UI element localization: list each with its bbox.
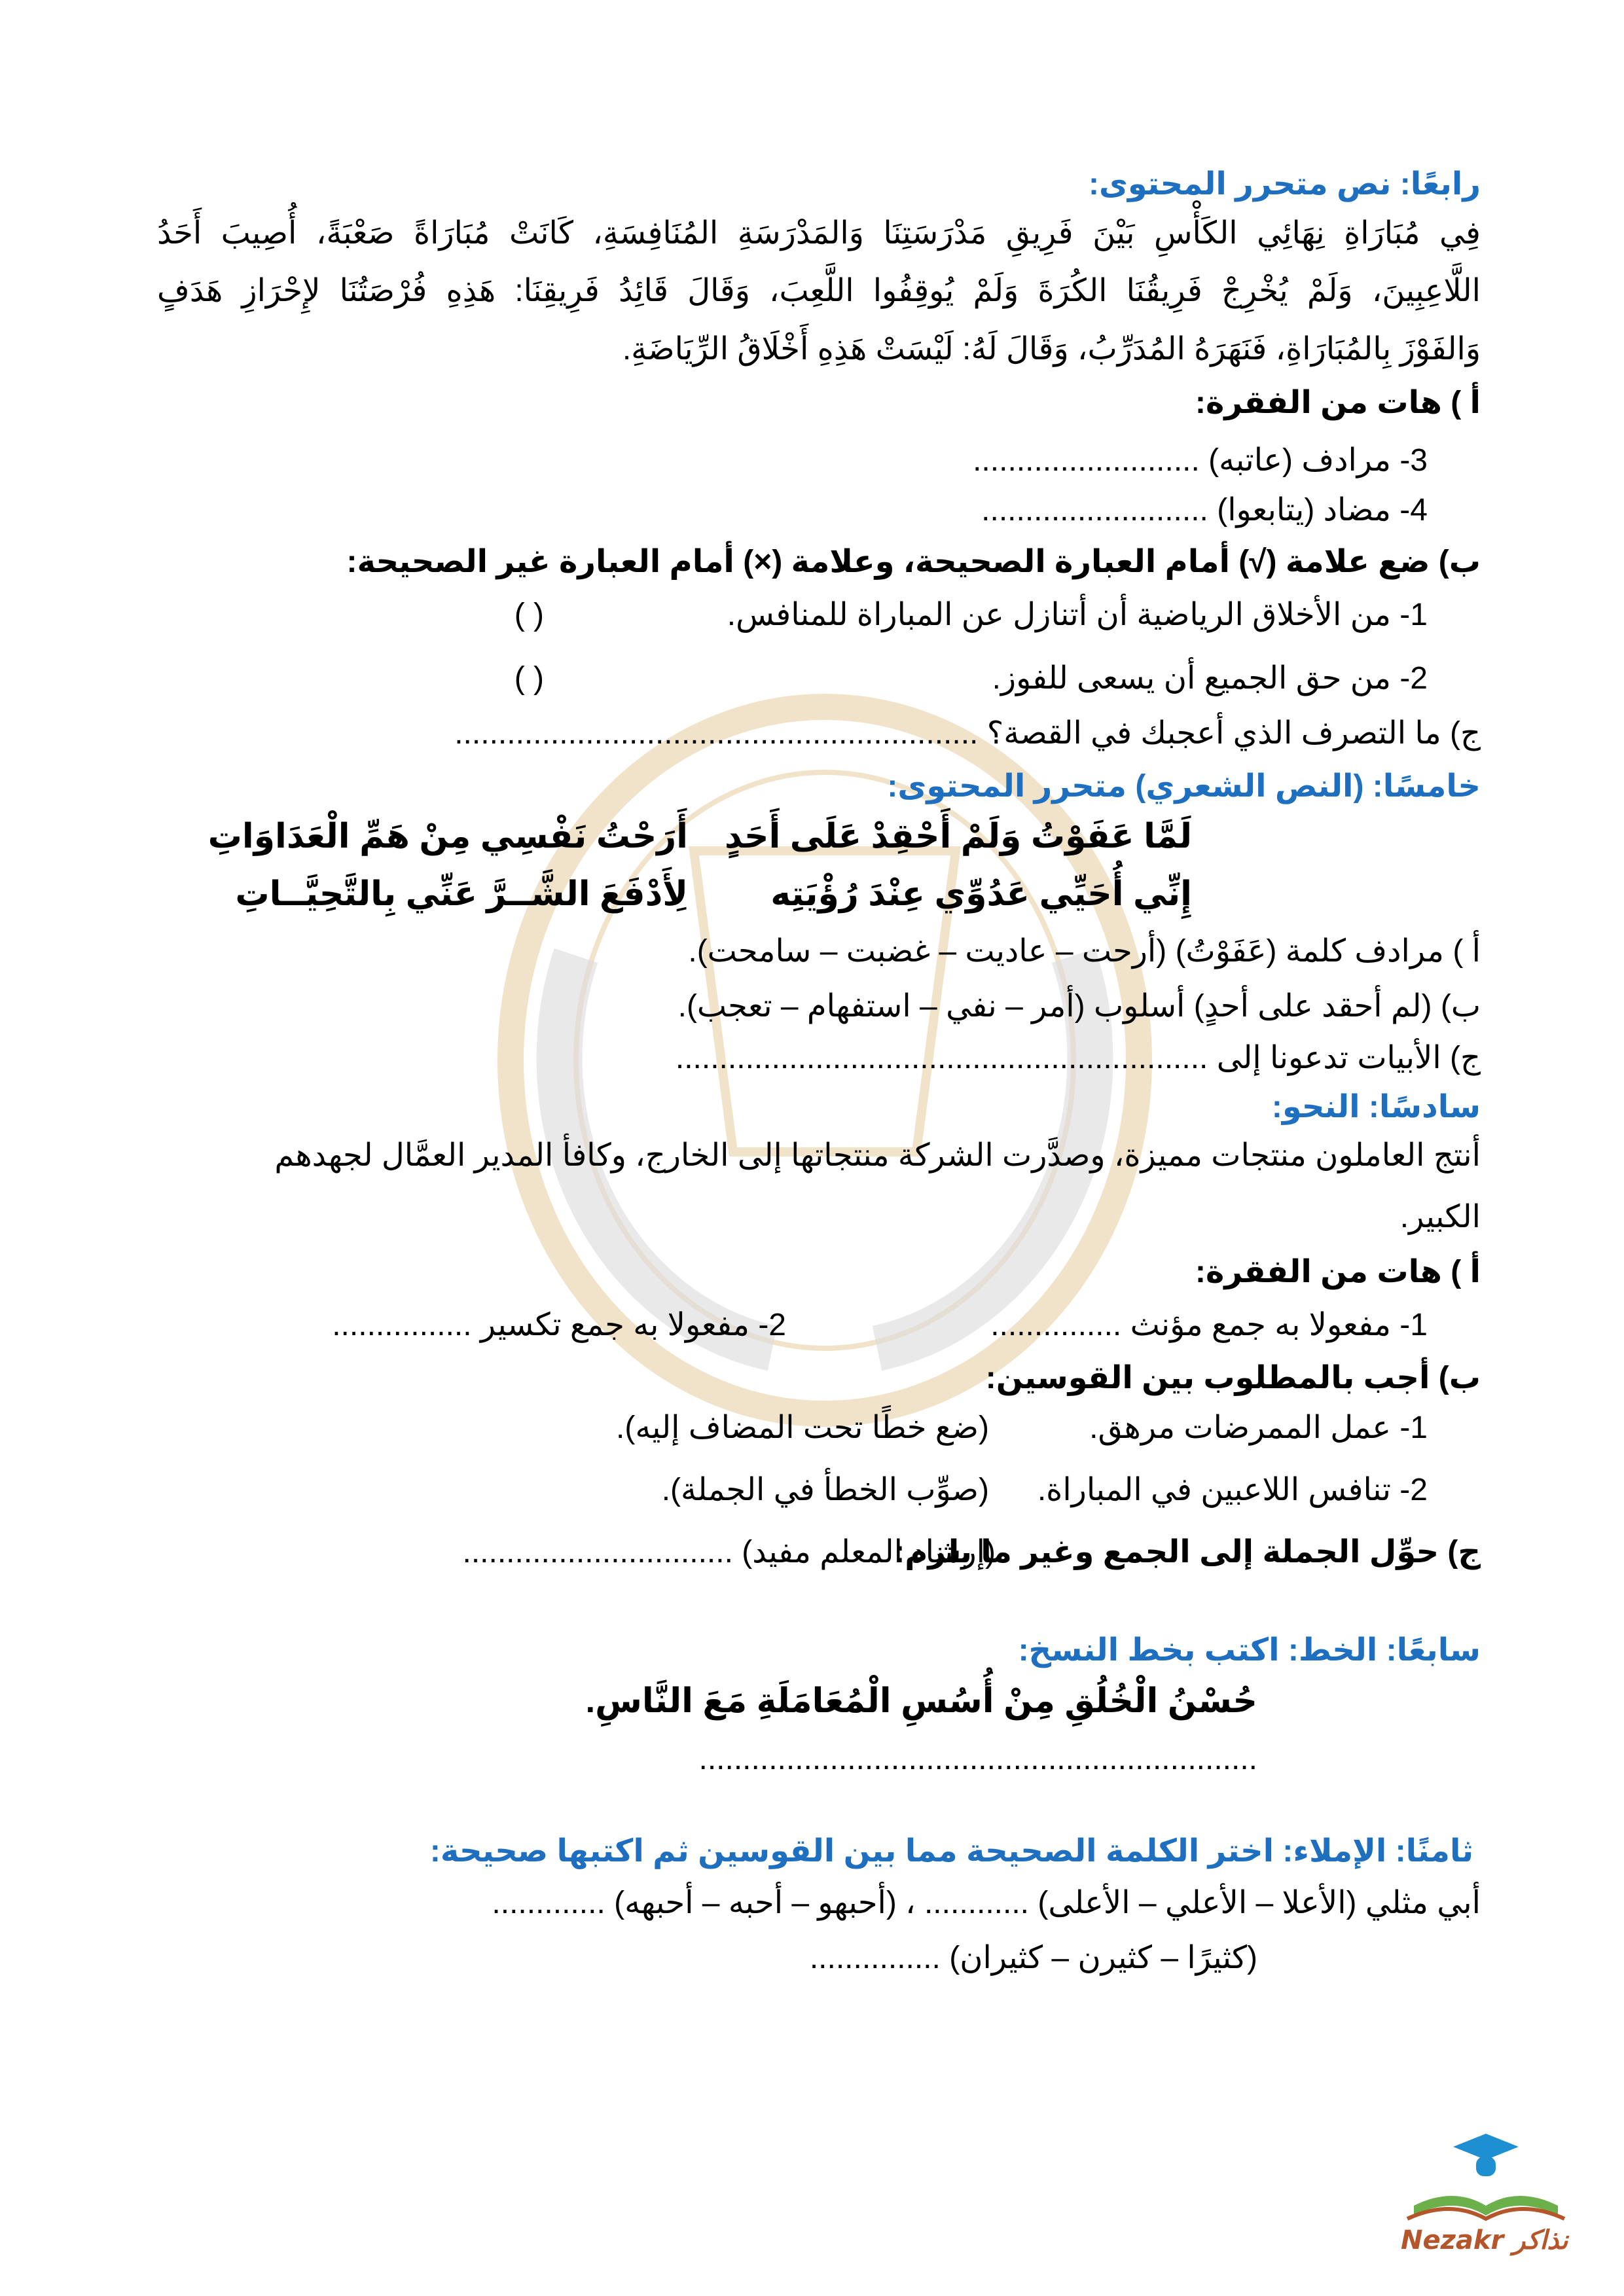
- passage-line: اللَّاعِبِينَ، وَلَمْ يُخْرِجْ فَرِيقُنَا الكُرَةَ وَلَمْ يُوقِفُوا اللَّعِبَ، وَقَالَ قَائِدُ فَرِيقِنَا: هَذِهِ فُرْصَتُنَا لإِحْرَازِ هَدَفٍ: [157, 274, 1481, 308]
- question-a-item: 2- مفعولا به جمع تكسير ................: [332, 1308, 786, 1342]
- section-6-heading: سادسًا: النحو:: [1271, 1090, 1481, 1124]
- answer-parentheses[interactable]: ( ): [514, 598, 544, 632]
- calligraphy-sentence: حُسْنُ الْخُلُقِ مِنْ أُسُسِ الْمُعَامَلَةِ مَعَ النَّاسِ.: [585, 1682, 1257, 1720]
- question-b-item: 1- عمل الممرضات مرهق.: [1089, 1410, 1428, 1445]
- calligraphy-answer-line[interactable]: ................................................................: [698, 1742, 1257, 1776]
- grammar-passage: الكبير.: [1399, 1200, 1481, 1234]
- nezakr-logo: [1388, 2121, 1584, 2265]
- question-a-item: 1- مفعولا به جمع مؤنث ...............: [990, 1308, 1428, 1342]
- verse-2-second-half: لِأَدْفَعَ الشَّــرَّ عَنِّي بِالتَّحِيَّــاتِ: [235, 875, 688, 913]
- verse-2-first-half: إِنِّي أُحَيِّي عَدُوِّي عِنْدَ رُؤْيَتِه: [770, 875, 1192, 913]
- grammar-passage: أنتج العاملون منتجات مميزة، وصدَّرت الشركة منتجاتها إلى الخارج، وكافأ المدير العمَّال لجهدهم: [274, 1138, 1481, 1173]
- spelling-line: (كثيرًا – كثيرن – كثيران) ...............: [809, 1941, 1257, 1975]
- statement: 2- من حق الجميع أن يسعى للفوز.: [992, 661, 1428, 696]
- verse-1-first-half: لَمَّا عَفَوْتُ وَلَمْ أَحْقِدْ عَلَى أَحَدٍ: [724, 817, 1192, 855]
- passage-line: وَالفَوْزَ بِالمُبَارَاةِ، فَنَهَرَهُ المُدَرِّبُ، وَقَالَ لَهُ: لَيْسَتْ هَذِهِ أَخْلَاقُ الرِّيَاضَةِ.: [622, 332, 1481, 367]
- section-4-heading: رابعًا: نص متحرر المحتوى:: [1088, 167, 1481, 202]
- question-b-title: ب) أجب بالمطلوب بين القوسين:: [985, 1361, 1481, 1395]
- question-b-task: (صوِّب الخطأ في الجملة).: [661, 1473, 989, 1507]
- logo-text: Nezakr نذاكر: [1401, 2225, 1568, 2255]
- verse-1-second-half: أَرَحْتُ نَفْسِي مِنْ هَمِّ الْعَدَاوَاتِ: [208, 817, 688, 855]
- question-a-title: أ ) هات من الفقرة:: [1195, 1255, 1481, 1289]
- section-7-heading: سابعًا: الخط: اكتب بخط النسخ:: [1018, 1633, 1481, 1668]
- question-b-title: ب) ضع علامة (√) أمام العبارة الصحيحة، وعلامة (×) أمام العبارة غير الصحيحة:: [346, 545, 1481, 579]
- question-c: ج) ما التصرف الذي أعجبك في القصة؟ ............................................................: [454, 716, 1481, 751]
- question-c-text: (إرشاد المعلم مفيد) ...............................: [462, 1535, 996, 1570]
- section-5-heading: خامسًا: (النص الشعري) متحرر المحتوى:: [887, 769, 1481, 804]
- statement: 1- من الأخلاق الرياضية أن أتنازل عن المباراة للمنافس.: [727, 598, 1428, 632]
- question-b: ب) (لم أحقد على أحدٍ) أسلوب (أمر – نفي – استفهام – تعجب).: [677, 989, 1481, 1024]
- question-c: ج) الأبيات تدعونا إلى .............................................................: [675, 1041, 1481, 1075]
- question-a-title: أ ) هات من الفقرة:: [1195, 386, 1481, 420]
- question-b-item: 2- تنافس اللاعبين في المباراة.: [1037, 1473, 1428, 1507]
- spelling-line: أبي مثلي (الأعلا – الأعلي – الأعلى) ............ ، (أحبهو – أحبه – أحبهه) .............: [492, 1886, 1481, 1920]
- question-a: أ ) مرادف كلمة (عَفَوْتُ) (أرحت – عاديت – غضبت – سامحت).: [688, 934, 1481, 969]
- passage-line: فِي مُبَارَاةِ نِهَائِي الكَأْسِ بَيْنَ فَرِيقِ مَدْرَسَتِنَا وَالمَدْرَسَةِ المُنَافِسَةِ، كَانَتْ مُبَارَاةً صَعْبَةً، أُصِيبَ أَحَدُ: [157, 216, 1481, 251]
- answer-parentheses[interactable]: ( ): [514, 661, 544, 696]
- question-b-task: (ضع خطًا تحت المضاف إليه).: [616, 1410, 989, 1445]
- question-c-title: ج) حوِّل الجملة إلى الجمع وغير ما يلزم:: [894, 1535, 1481, 1570]
- question-a-item: 4- مضاد (يتابعوا) ..........................: [981, 493, 1428, 528]
- question-a-item: 3- مرادف (عاتبه) ..........................: [973, 443, 1428, 478]
- section-8-heading: ثامنًا: الإملاء: اختر الكلمة الصحيحة مما بين القوسين ثم اكتبها صحيحة:: [429, 1834, 1473, 1869]
